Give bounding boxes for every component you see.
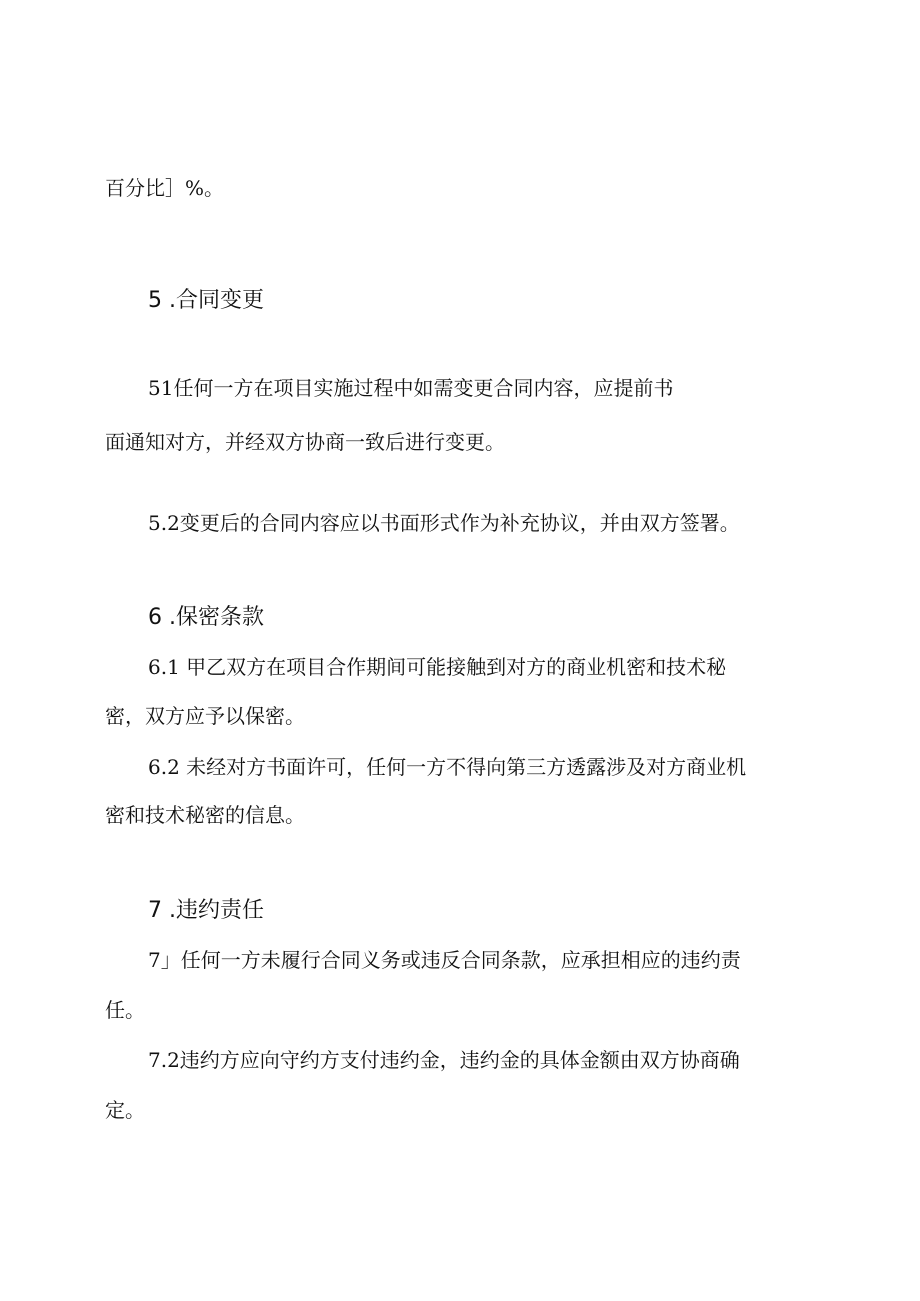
carry-over-text: 百分比］%。 [105,176,225,200]
clause-5-1-line-2: 面通知对方，并经双方协商一致后进行变更。 [105,430,505,454]
section-7-heading: 7 .违约责任 [148,898,264,923]
clause-7-2-line-2: 定。 [105,1098,145,1122]
clause-6-1-line-2: 密，双方应予以保密。 [105,704,305,728]
section-5-heading: 5 .合同变更 [148,288,264,313]
section-6-heading: 6 .保密条款 [148,605,264,630]
clause-6-1-line-1: 6.1 甲乙双方在项目合作期间可能接触到对方的商业机密和技术秘 [148,655,727,679]
clause-5-1-line-1: 51任何一方在项目实施过程中如需变更合同内容，应提前书 [148,376,674,400]
clause-7-1-line-1: 7」任何一方未履行合同义务或违反合同条款，应承担相应的违约责 [148,948,741,972]
clause-6-2-line-2: 密和技术秘密的信息。 [105,803,305,827]
clause-7-1-line-2: 任。 [105,998,145,1022]
clause-7-2-line-1: 7.2违约方应向守约方支付违约金，违约金的具体金额由双方协商确 [148,1048,740,1072]
clause-6-2-line-1: 6.2 未经对方书面许可，任何一方不得向第三方透露涉及对方商业机 [148,755,747,779]
clause-5-2: 5.2变更后的合同内容应以书面形式作为补充协议，并由双方签署。 [148,511,740,535]
